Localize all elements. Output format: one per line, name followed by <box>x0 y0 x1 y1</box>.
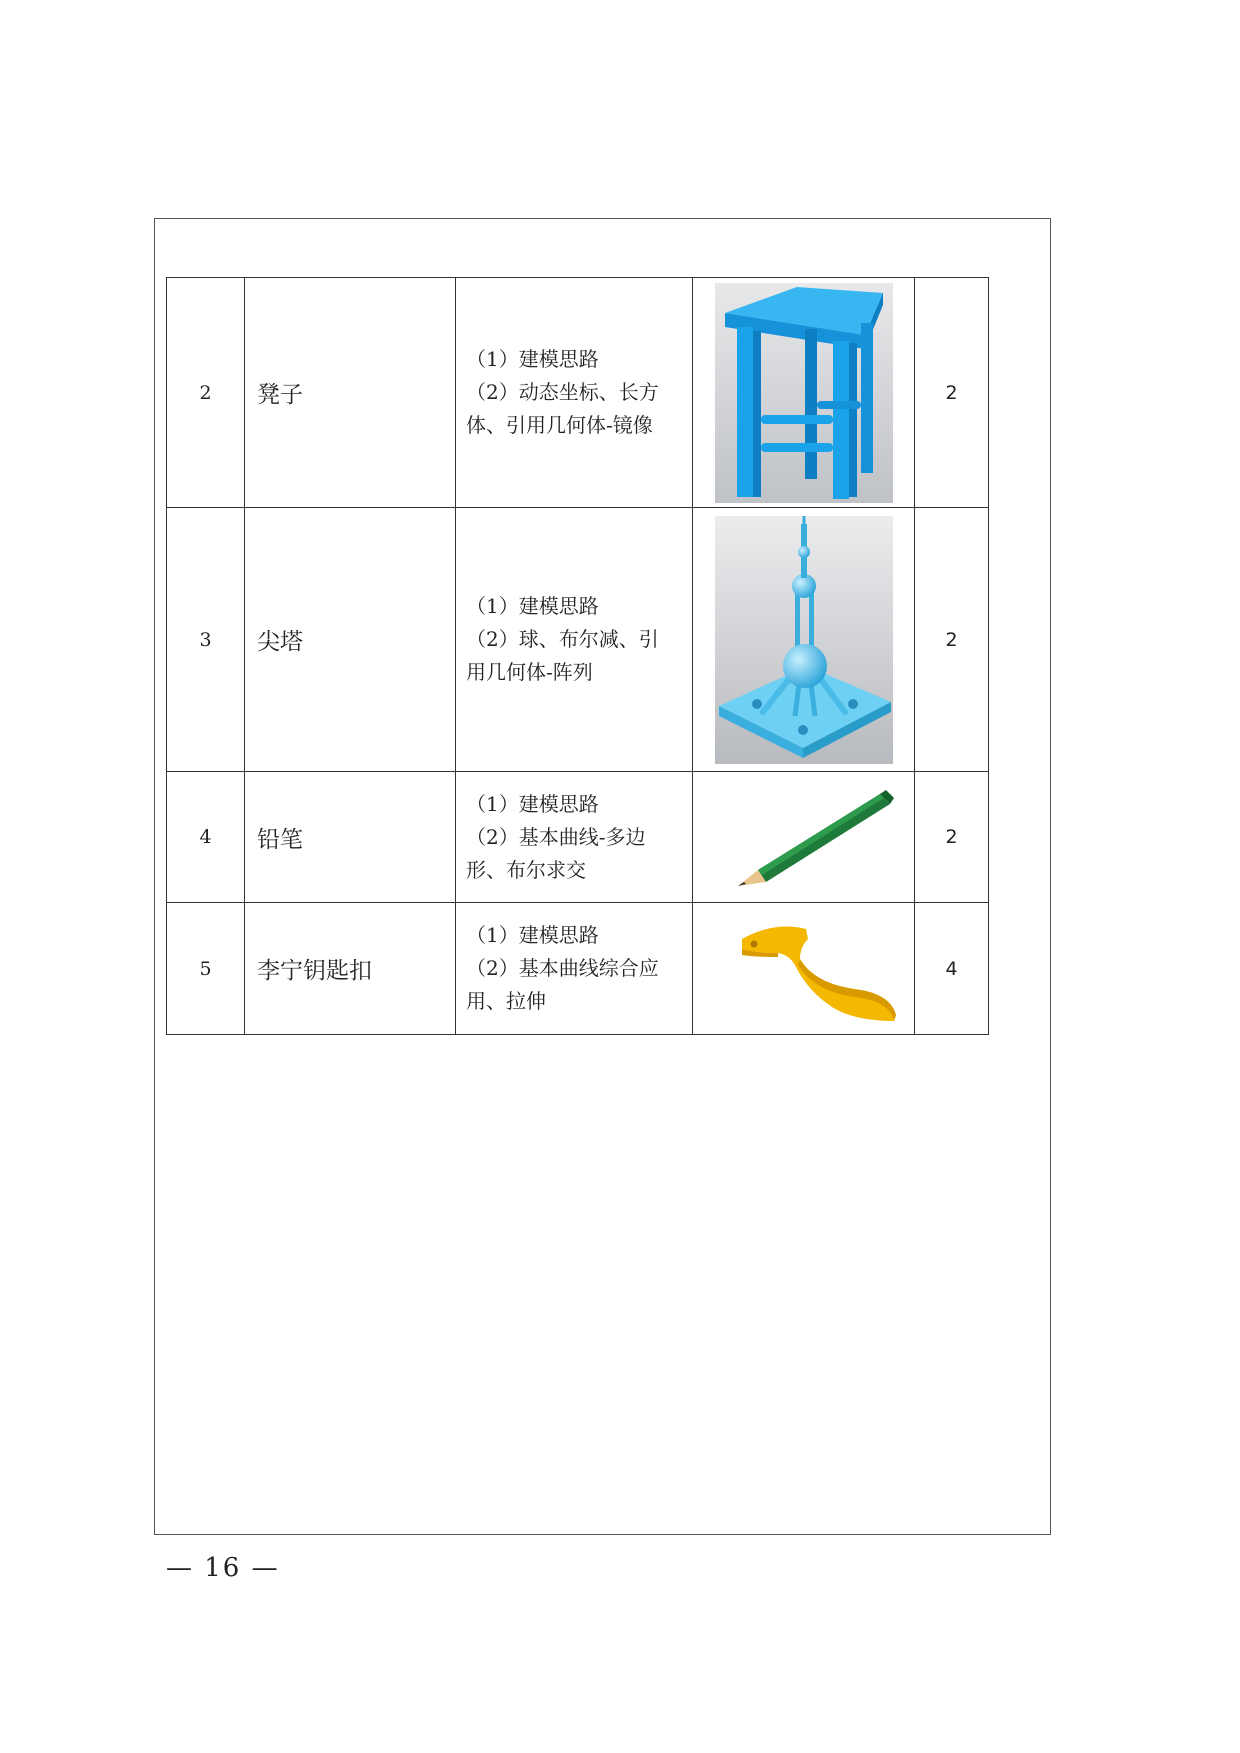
project-name: 铅笔 <box>245 772 456 903</box>
project-name: 李宁钥匙扣 <box>245 903 456 1035</box>
table-row <box>167 772 989 903</box>
course-table <box>166 277 989 1035</box>
class-hours: 2 <box>915 508 989 772</box>
project-content: （1）建模思路 （2）基本曲线综合应 用、拉伸 <box>456 903 693 1035</box>
class-hours: 2 <box>915 772 989 903</box>
row-number: 4 <box>167 772 245 903</box>
table-row <box>167 278 989 508</box>
tower-model-image <box>715 516 893 764</box>
project-content: （1）建模思路 （2）动态坐标、长方 体、引用几何体-镜像 <box>456 278 693 508</box>
stool-model-image <box>715 283 893 503</box>
row-number: 3 <box>167 508 245 772</box>
pencil-model-image <box>704 782 904 892</box>
model-image-cell <box>693 772 915 903</box>
project-content: （1）建模思路 （2）基本曲线-多边 形、布尔求交 <box>456 772 693 903</box>
class-hours: 2 <box>915 278 989 508</box>
page-number: — 16 — <box>166 1553 280 1583</box>
model-image-cell <box>693 278 915 508</box>
project-name: 尖塔 <box>245 508 456 772</box>
row-number: 5 <box>167 903 245 1035</box>
model-image-cell <box>693 508 915 772</box>
keychain-model-image <box>704 909 904 1029</box>
project-name: 凳子 <box>245 278 456 508</box>
project-content: （1）建模思路 （2）球、布尔减、引 用几何体-阵列 <box>456 508 693 772</box>
table-row <box>167 508 989 772</box>
row-number: 2 <box>167 278 245 508</box>
table-row <box>167 903 989 1035</box>
model-image-cell <box>693 903 915 1035</box>
class-hours: 4 <box>915 903 989 1035</box>
